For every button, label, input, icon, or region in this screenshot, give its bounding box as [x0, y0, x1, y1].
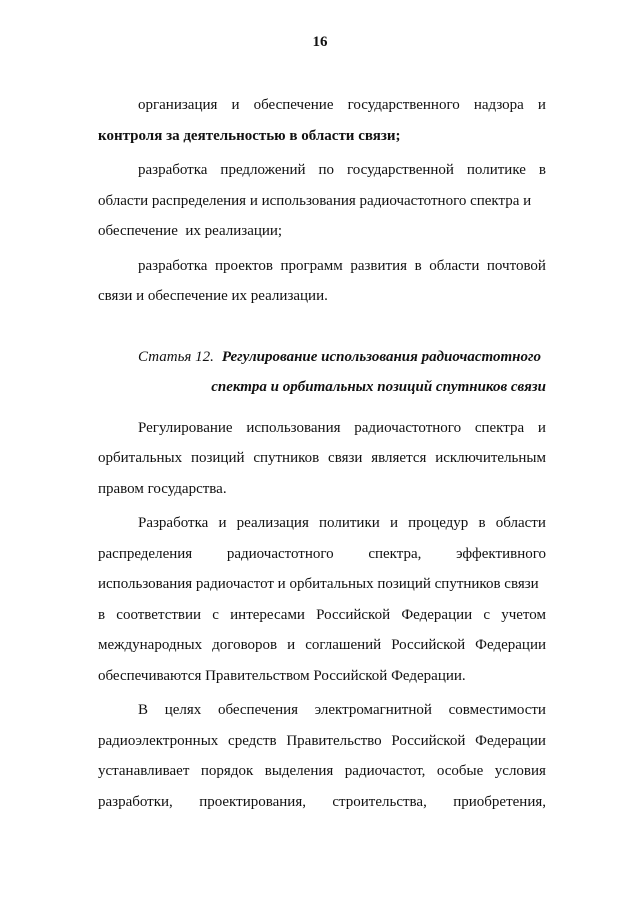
word: государственной [347, 162, 454, 178]
word: обеспечения [217, 702, 299, 718]
article-paragraph-3 [98, 695, 546, 817]
word: организация [138, 97, 218, 113]
word: соответствии [116, 606, 202, 623]
article-paragraph-1-line-2 [98, 443, 546, 474]
word: Российской [316, 606, 391, 623]
word: Российской [391, 637, 466, 653]
article-paragraph-2-line-5 [98, 630, 546, 661]
word: и [537, 97, 546, 113]
word: порядок [200, 763, 254, 779]
word: является [371, 450, 427, 466]
article-paragraph-2 [98, 508, 546, 691]
word: радиоэлектронных [98, 732, 219, 749]
word: Российской [391, 732, 466, 749]
word: распределения [98, 545, 193, 562]
article-title-part-2: спектра и орбитальных позиций спутников связи [211, 379, 546, 395]
word: эффективного [456, 545, 546, 562]
article-paragraph-2-line-6: обеспечиваются Правительством Российской Федерации. [98, 667, 466, 684]
word: спектра, [368, 545, 422, 562]
word: совместимости [448, 702, 546, 718]
word: международных [98, 637, 203, 653]
article-title-part-1: Регулирование использования радиочастотного [221, 348, 542, 365]
paragraph-1-line-1 [98, 90, 546, 121]
word: средств [228, 732, 277, 749]
word: условия [494, 763, 546, 779]
paragraph-2-line-2: области распределения и использования радиочастотного спектра и [98, 192, 532, 209]
word: разработка [138, 162, 208, 178]
word: по [318, 162, 335, 178]
paragraph-2-line-3: обеспечение их реализации; [98, 223, 283, 239]
word: Федерации [475, 732, 546, 749]
word: радиочастотного [354, 419, 462, 436]
word: Регулирование [138, 419, 233, 436]
word: развития [350, 257, 408, 274]
word: спектра [474, 419, 525, 436]
article-heading-line-1 [98, 342, 546, 373]
word: особые [436, 763, 484, 779]
word: радиочастот, [344, 763, 426, 779]
paragraph-1 [98, 90, 546, 151]
word: исключительным [435, 450, 546, 466]
word: приобретения, [453, 793, 546, 810]
paragraph-2-line-1 [98, 155, 546, 186]
paragraph-3-line-1 [98, 251, 546, 282]
word: учетом [501, 606, 546, 623]
word: в [414, 257, 422, 274]
word: Федерации [475, 637, 546, 653]
article-heading [98, 342, 546, 403]
word: надзора [473, 97, 524, 113]
word: устанавливает [98, 763, 190, 779]
word: проектирования, [199, 793, 306, 810]
word: почтовой [486, 257, 546, 274]
word: Федерации [401, 606, 473, 623]
article-paragraph-2-line-2 [98, 539, 546, 570]
article-paragraph-2-line-1 [98, 508, 546, 539]
word: программ [280, 257, 343, 274]
word: государственного [347, 97, 460, 113]
word: разработки, [98, 793, 173, 810]
word: орбитальных [98, 450, 183, 466]
word: электромагнитной [314, 702, 432, 718]
word: позиций [190, 450, 245, 466]
word: и [218, 515, 227, 531]
word: области [429, 257, 480, 274]
word: интересами [230, 606, 305, 623]
word: обеспечение [253, 97, 334, 113]
word: договоров [212, 637, 278, 653]
paragraph-3-line-2: связи и обеспечение их реализации. [98, 288, 328, 304]
article-paragraph-1-line-3: правом государства. [98, 480, 227, 497]
article-paragraph-3-line-3 [98, 756, 546, 787]
word: соглашений [305, 637, 382, 653]
word: связи [328, 450, 363, 466]
paragraph-1-line-2: контроля за деятельностью в области связи; [98, 127, 401, 144]
word: В [138, 702, 149, 718]
word: предложений [220, 162, 306, 178]
word: процедур [408, 515, 469, 531]
article-paragraph-3-line-2 [98, 726, 546, 757]
word: с [212, 606, 219, 623]
word: с [483, 606, 491, 623]
word: политики [319, 515, 380, 531]
word: строительства, [332, 793, 427, 810]
article-paragraph-2-line-3: использования радиочастот и орбитальных позиций спутников связи [98, 576, 539, 592]
paragraph-2 [98, 155, 546, 247]
word: использования [246, 419, 341, 436]
article-paragraph-1-line-1 [98, 413, 546, 444]
word: спутников [253, 450, 320, 466]
word: проектов [215, 257, 273, 274]
word: Разработка [138, 515, 209, 531]
word: выделения [264, 763, 334, 779]
word: политике [466, 162, 526, 178]
word: и [231, 97, 240, 113]
article-paragraph-3-line-4 [98, 787, 546, 818]
word: и [287, 637, 296, 653]
page-number: 16 [312, 34, 328, 50]
document-body [98, 90, 546, 817]
word: реализация [236, 515, 309, 531]
word: и [537, 419, 546, 436]
word: целях [164, 702, 202, 718]
word: в [98, 606, 106, 623]
article-paragraph-2-line-4 [98, 600, 546, 631]
word: в [478, 515, 486, 531]
paragraph-3 [98, 251, 546, 312]
word: и [389, 515, 398, 531]
article-paragraph-3-line-1 [98, 695, 546, 726]
article-label: Статья 12. [138, 348, 214, 365]
word: области [495, 515, 546, 531]
article-paragraph-1 [98, 413, 546, 505]
word: в [538, 162, 546, 178]
word: Правительство [286, 732, 382, 749]
word: разработка [138, 257, 208, 274]
word: радиочастотного [226, 545, 334, 562]
